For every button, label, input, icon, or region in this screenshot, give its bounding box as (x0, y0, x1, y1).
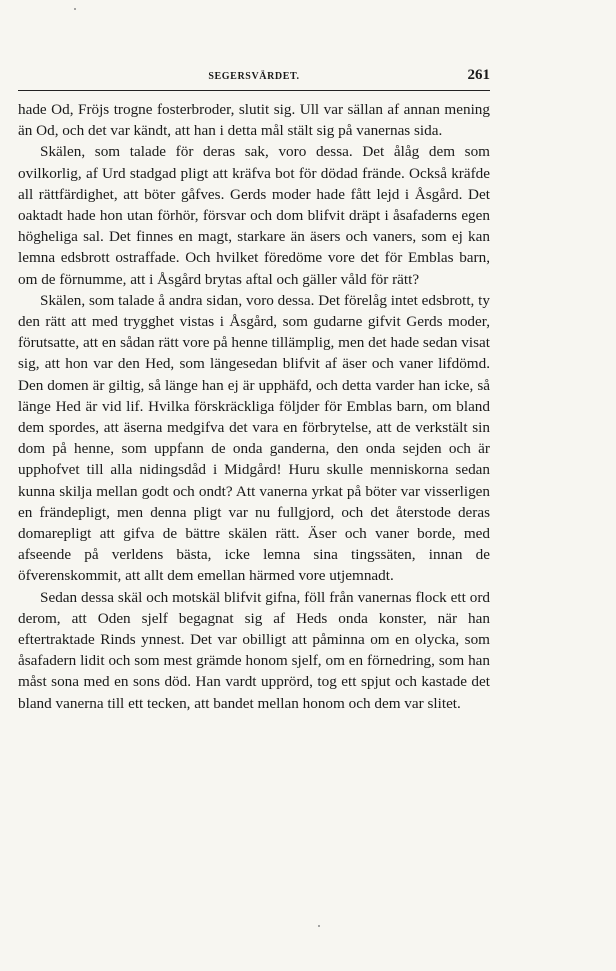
page-number: 261 (467, 67, 490, 83)
running-head-title: SEGERSVÄRDET. (208, 71, 300, 82)
paragraph-3: Skälen, som talade å andra sidan, voro dessa. Det förelåg intet edsbrott, ty den rätt att med trygghet vistas i Åsgård, som gudarne gifvit Gerds moder, förutsatte, att en sådan rätt vore på henne tillämplig, men det hade sedan visat sig, att hon var den Hed, som längesedan blifvit af äser och vaner lifdömd. Den domen är giltig, så länge han ej är upphäfd, och detta varder han icke, så länge Hed är vid lif. Hvilka förskräckliga följder för Emblas barn, om bland dem spordes, att äserna medgifva det vara en förbrytelse, att de verkstält sin dom på henne, som uppfann de onda ganderna, den onda sejden och är upphofvet till alla nidingsdåd i Midgård! Huru skulle menniskorna sedan kunna skilja mellan godt och ondt? Att vanerna yrkat på böter var visserligen en frändepligt, men denna pligt var nu fullgjord, och det återstode deras domarepligt att gifva de bättre skälen rätt. Äser och vaner borde, med afseende på verldens bästa, icke lemna sina tingssäten, innan de öfverenskommit, att allt dem emellan härmed vore utjemnadt. (18, 291, 490, 585)
paragraph-4: Sedan dessa skäl och motskäl blifvit gifna, föll från vanernas flock ett ord derom, att Oden sjelf begagnat sig af Heds onda konster, när han eftertraktade Rinds ynnest. Det var obilligt att påminna om en olycka, som åsafadern lidit och som mest grämde honom sjelf, om en förnedring, som han måst sona med en sons död. Han vardt upprörd, tog ett spjut och kastade det bland vanerna till ett tecken, att bandet mellan honom och dem var slitet. (18, 588, 490, 712)
body-text (18, 99, 490, 714)
paper-speck (74, 8, 76, 10)
running-head (18, 66, 490, 91)
paragraph-2: Skälen, som talade för deras sak, voro dessa. Det ålåg dem som ovilkorlig, af Urd stadgad pligt att kräfva bot för dödad frände. Också kräfde all rättfärdighet, att böter gåfves. Gerds moder hade fått lejd i Åsgård. Det oaktadt hade hon utan förhör, försvar och dom blifvit dräpt i åsafaderns egen högheliga sal. Det finnes en magt, starkare än äsers och vaners, som ej kan lemna edsbrott ostraffade. Och hvilket föredöme vore det för Emblas barn, om de förnumme, att i Åsgård brytas aftal och gäller våld för rätt? (18, 143, 490, 288)
paper-speck (318, 925, 320, 927)
paragraph-1: hade Od, Fröjs trogne fosterbroder, slutit sig. Ull var sällan af annan mening än Od, och det var kändt, att han i detta mål stält sig på vanernas sida. (18, 101, 490, 140)
